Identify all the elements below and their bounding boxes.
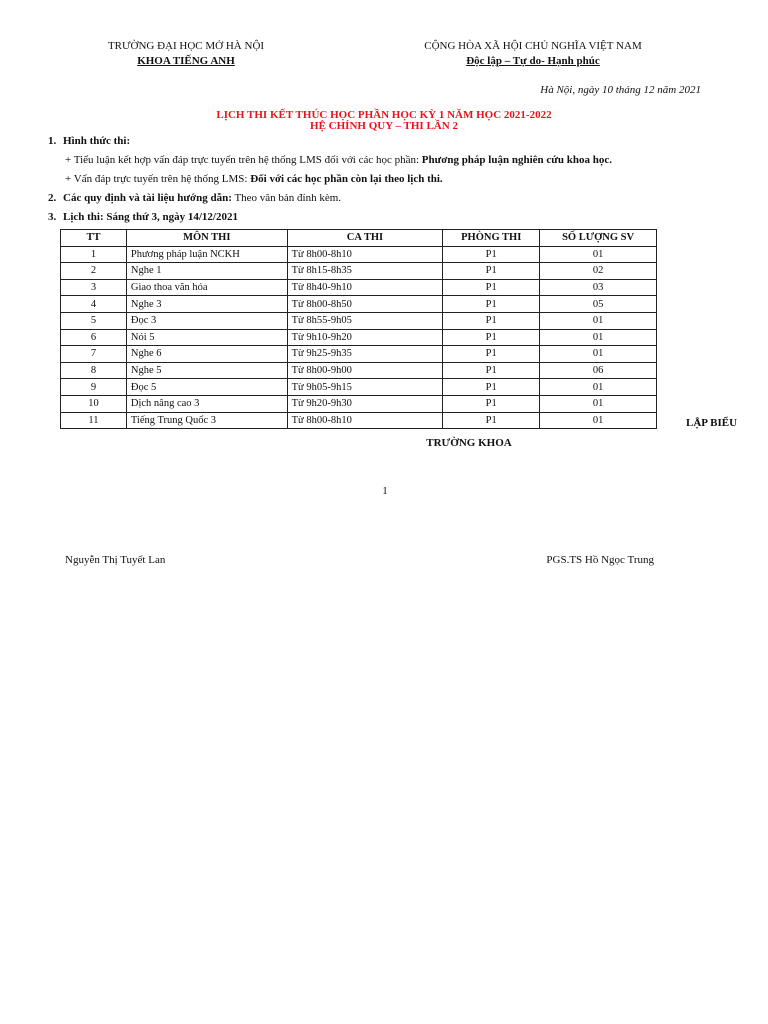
left-signer-name: Nguyễn Thị Tuyết Lan — [65, 554, 166, 566]
cell-subject: Nghe 3 — [126, 296, 287, 313]
header-so-luong-sv: SỐ LƯỢNG SV — [540, 230, 657, 247]
cell-room: P1 — [443, 263, 540, 280]
cell-time: Từ 9h25-9h35 — [287, 346, 443, 363]
cell-subject: Phương pháp luận NCKH — [126, 246, 287, 263]
cell-time: Từ 8h00-8h10 — [287, 246, 443, 263]
section-2-label: Các quy định và tài liệu hướng dẫn: — [63, 192, 232, 204]
cell-room: P1 — [443, 312, 540, 329]
cell-subject: Nói 5 — [126, 329, 287, 346]
table-row — [61, 346, 657, 363]
lap-bieu-label: LẬP BIỂU — [686, 417, 738, 429]
cell-count: 01 — [540, 346, 657, 363]
cell-room: P1 — [443, 329, 540, 346]
cell-tt: 4 — [61, 296, 127, 313]
header-ca-thi: CA THI — [287, 230, 443, 247]
page-number: 1 — [382, 485, 388, 497]
bullet-2-bold: Đối với các học phần còn lại theo lịch thi. — [250, 173, 443, 185]
cell-room: P1 — [443, 379, 540, 396]
cell-tt: 1 — [61, 246, 127, 263]
bullet-2-text: + Vấn đáp trực tuyến trên hệ thống LMS: — [65, 173, 251, 185]
cell-count: 02 — [540, 263, 657, 280]
cell-tt: 7 — [61, 346, 127, 363]
table-header-row — [61, 230, 657, 247]
table-row — [61, 263, 657, 280]
table-row — [61, 246, 657, 263]
cell-tt: 2 — [61, 263, 127, 280]
section-1-bullet-2 — [65, 173, 443, 185]
cell-subject: Đọc 3 — [126, 312, 287, 329]
cell-room: P1 — [443, 346, 540, 363]
table-row — [61, 312, 657, 329]
cell-tt: 9 — [61, 379, 127, 396]
cell-subject: Nghe 5 — [126, 362, 287, 379]
bullet-1-bold: Phương pháp luận nghiên cứu khoa học. — [421, 154, 612, 166]
section-1-bullet-1 — [65, 154, 612, 166]
cell-count: 05 — [540, 296, 657, 313]
cell-time: Từ 8h00-9h00 — [287, 362, 443, 379]
table-row — [61, 412, 657, 429]
cell-count: 01 — [540, 395, 657, 412]
cell-subject: Giao thoa văn hóa — [126, 279, 287, 296]
cell-time: Từ 8h15-8h35 — [287, 263, 443, 280]
table-row — [61, 395, 657, 412]
bullet-1-text: + Tiểu luận kết hợp vấn đáp trực tuyến trên hệ thống LMS đối với các học phần: — [65, 154, 422, 166]
cell-tt: 5 — [61, 312, 127, 329]
header-left — [60, 40, 312, 67]
cell-room: P1 — [443, 395, 540, 412]
exam-schedule-table — [60, 229, 657, 429]
cell-tt: 3 — [61, 279, 127, 296]
cell-room: P1 — [443, 279, 540, 296]
cell-time: Từ 9h10-9h20 — [287, 329, 443, 346]
cell-count: 01 — [540, 412, 657, 429]
cell-room: P1 — [443, 296, 540, 313]
cell-count: 01 — [540, 379, 657, 396]
university-name: TRƯỜNG ĐẠI HỌC MỞ HÀ NỘI — [107, 40, 265, 52]
section-2 — [48, 192, 341, 204]
cell-room: P1 — [443, 246, 540, 263]
cell-count: 01 — [540, 312, 657, 329]
section-3-heading — [48, 211, 238, 223]
cell-subject: Tiếng Trung Quốc 3 — [126, 412, 287, 429]
cell-tt: 6 — [61, 329, 127, 346]
cell-room: P1 — [443, 362, 540, 379]
right-signer-name: PGS.TS Hồ Ngọc Trung — [546, 554, 654, 566]
table-row — [61, 329, 657, 346]
table-row — [61, 296, 657, 313]
section-2-text: Theo văn bản đính kèm. — [231, 192, 342, 204]
cell-tt: 10 — [61, 395, 127, 412]
section-1-label: Hình thức thi: — [63, 135, 131, 147]
truong-khoa-label: TRƯỜNG KHOA — [426, 437, 512, 449]
cell-count: 01 — [540, 329, 657, 346]
section-1-number: 1. — [48, 135, 57, 147]
cell-subject: Dịch nâng cao 3 — [126, 395, 287, 412]
cell-time: Từ 8h55-9h05 — [287, 312, 443, 329]
cell-subject: Nghe 1 — [126, 263, 287, 280]
document-title — [0, 109, 768, 132]
faculty-name: KHOA TIẾNG ANH — [137, 55, 235, 67]
header-mon-thi: MÔN THI — [126, 230, 287, 247]
cell-count: 01 — [540, 246, 657, 263]
section-3-number: 3. — [48, 211, 57, 223]
cell-tt: 8 — [61, 362, 127, 379]
section-3-label: Lịch thi: Sáng thứ 3, ngày 14/12/2021 — [63, 211, 238, 223]
cell-time: Từ 8h00-8h50 — [287, 296, 443, 313]
cell-tt: 11 — [61, 412, 127, 429]
document-date: Hà Nội, ngày 10 tháng 12 năm 2021 — [540, 84, 701, 96]
title-line-2: HỆ CHÍNH QUY – THI LẦN 2 — [310, 120, 458, 132]
cell-time: Từ 9h20-9h30 — [287, 395, 443, 412]
cell-subject: Đọc 5 — [126, 379, 287, 396]
header-right — [398, 40, 668, 67]
section-1-heading — [48, 135, 130, 147]
national-motto: Độc lập – Tự do- Hạnh phúc — [466, 55, 600, 67]
cell-time: Từ 8h40-9h10 — [287, 279, 443, 296]
table-row — [61, 279, 657, 296]
header-tt: TT — [61, 230, 127, 247]
cell-time: Từ 8h00-8h10 — [287, 412, 443, 429]
cell-count: 03 — [540, 279, 657, 296]
header-phong-thi: PHÒNG THI — [443, 230, 540, 247]
national-title: CỘNG HÒA XÃ HỘI CHỦ NGHĨA VIỆT NAM — [424, 40, 642, 52]
cell-time: Từ 9h05-9h15 — [287, 379, 443, 396]
table-row — [61, 362, 657, 379]
section-2-number: 2. — [48, 192, 57, 204]
cell-room: P1 — [443, 412, 540, 429]
title-line-1: LỊCH THI KẾT THÚC HỌC PHẦN HỌC KỲ 1 NĂM HỌC 2021-2022 — [216, 109, 552, 121]
table-row — [61, 379, 657, 396]
cell-subject: Nghe 6 — [126, 346, 287, 363]
cell-count: 06 — [540, 362, 657, 379]
